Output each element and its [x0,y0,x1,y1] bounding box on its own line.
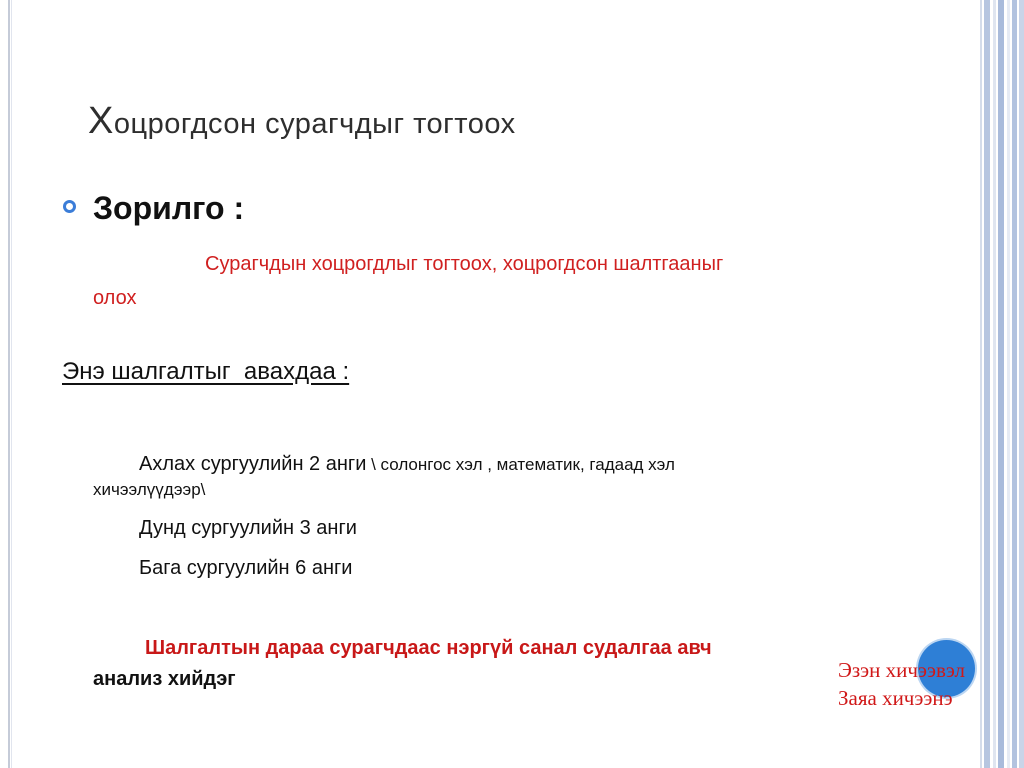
left-border-line-inner [11,0,12,768]
bullet-circle-icon [63,200,76,213]
motto-line-1: Эзэн хичээвэл [838,658,966,682]
exam-item-1-detail: \ солонгос хэл , математик, гадаад хэл [366,455,675,474]
goal-text-line-2: олох [93,287,137,309]
conclusion-black-line: анализ хийдэг [93,668,236,690]
right-decorative-stripes [976,0,1024,768]
exam-item-2: Дунд сургуулийн 3 анги [139,517,357,539]
exam-item-1-main: Ахлах сургуулийн 2 анги [139,453,367,475]
exam-item-3: Бага сургуулийн 6 анги [139,557,353,579]
exam-heading: Энэ шалгалтыг авахдаа : [62,358,350,385]
conclusion-red-line: Шалгалтын дараа сурагчдаас нэргүй санал судалгаа авч [145,637,712,659]
goal-text [93,247,893,315]
exam-item-1-detail-cont: хичээлүүдээр\ [93,480,206,499]
motto [838,656,965,712]
page-title [88,100,516,143]
title-first-letter: Х [88,100,114,142]
exam-item-1 [93,450,893,501]
left-border-line [8,0,10,768]
title-rest: оцрогдсон сурагчдыг тогтоох [113,108,516,140]
goal-text-line-1: Сурагчдын хоцрогдлыг тогтоох, хоцрогдсон шалтгааныг [205,253,724,275]
conclusion-text [93,633,893,695]
goal-heading: Зорилго : [93,190,245,226]
motto-line-2: Заяа хичээнэ [838,686,953,710]
